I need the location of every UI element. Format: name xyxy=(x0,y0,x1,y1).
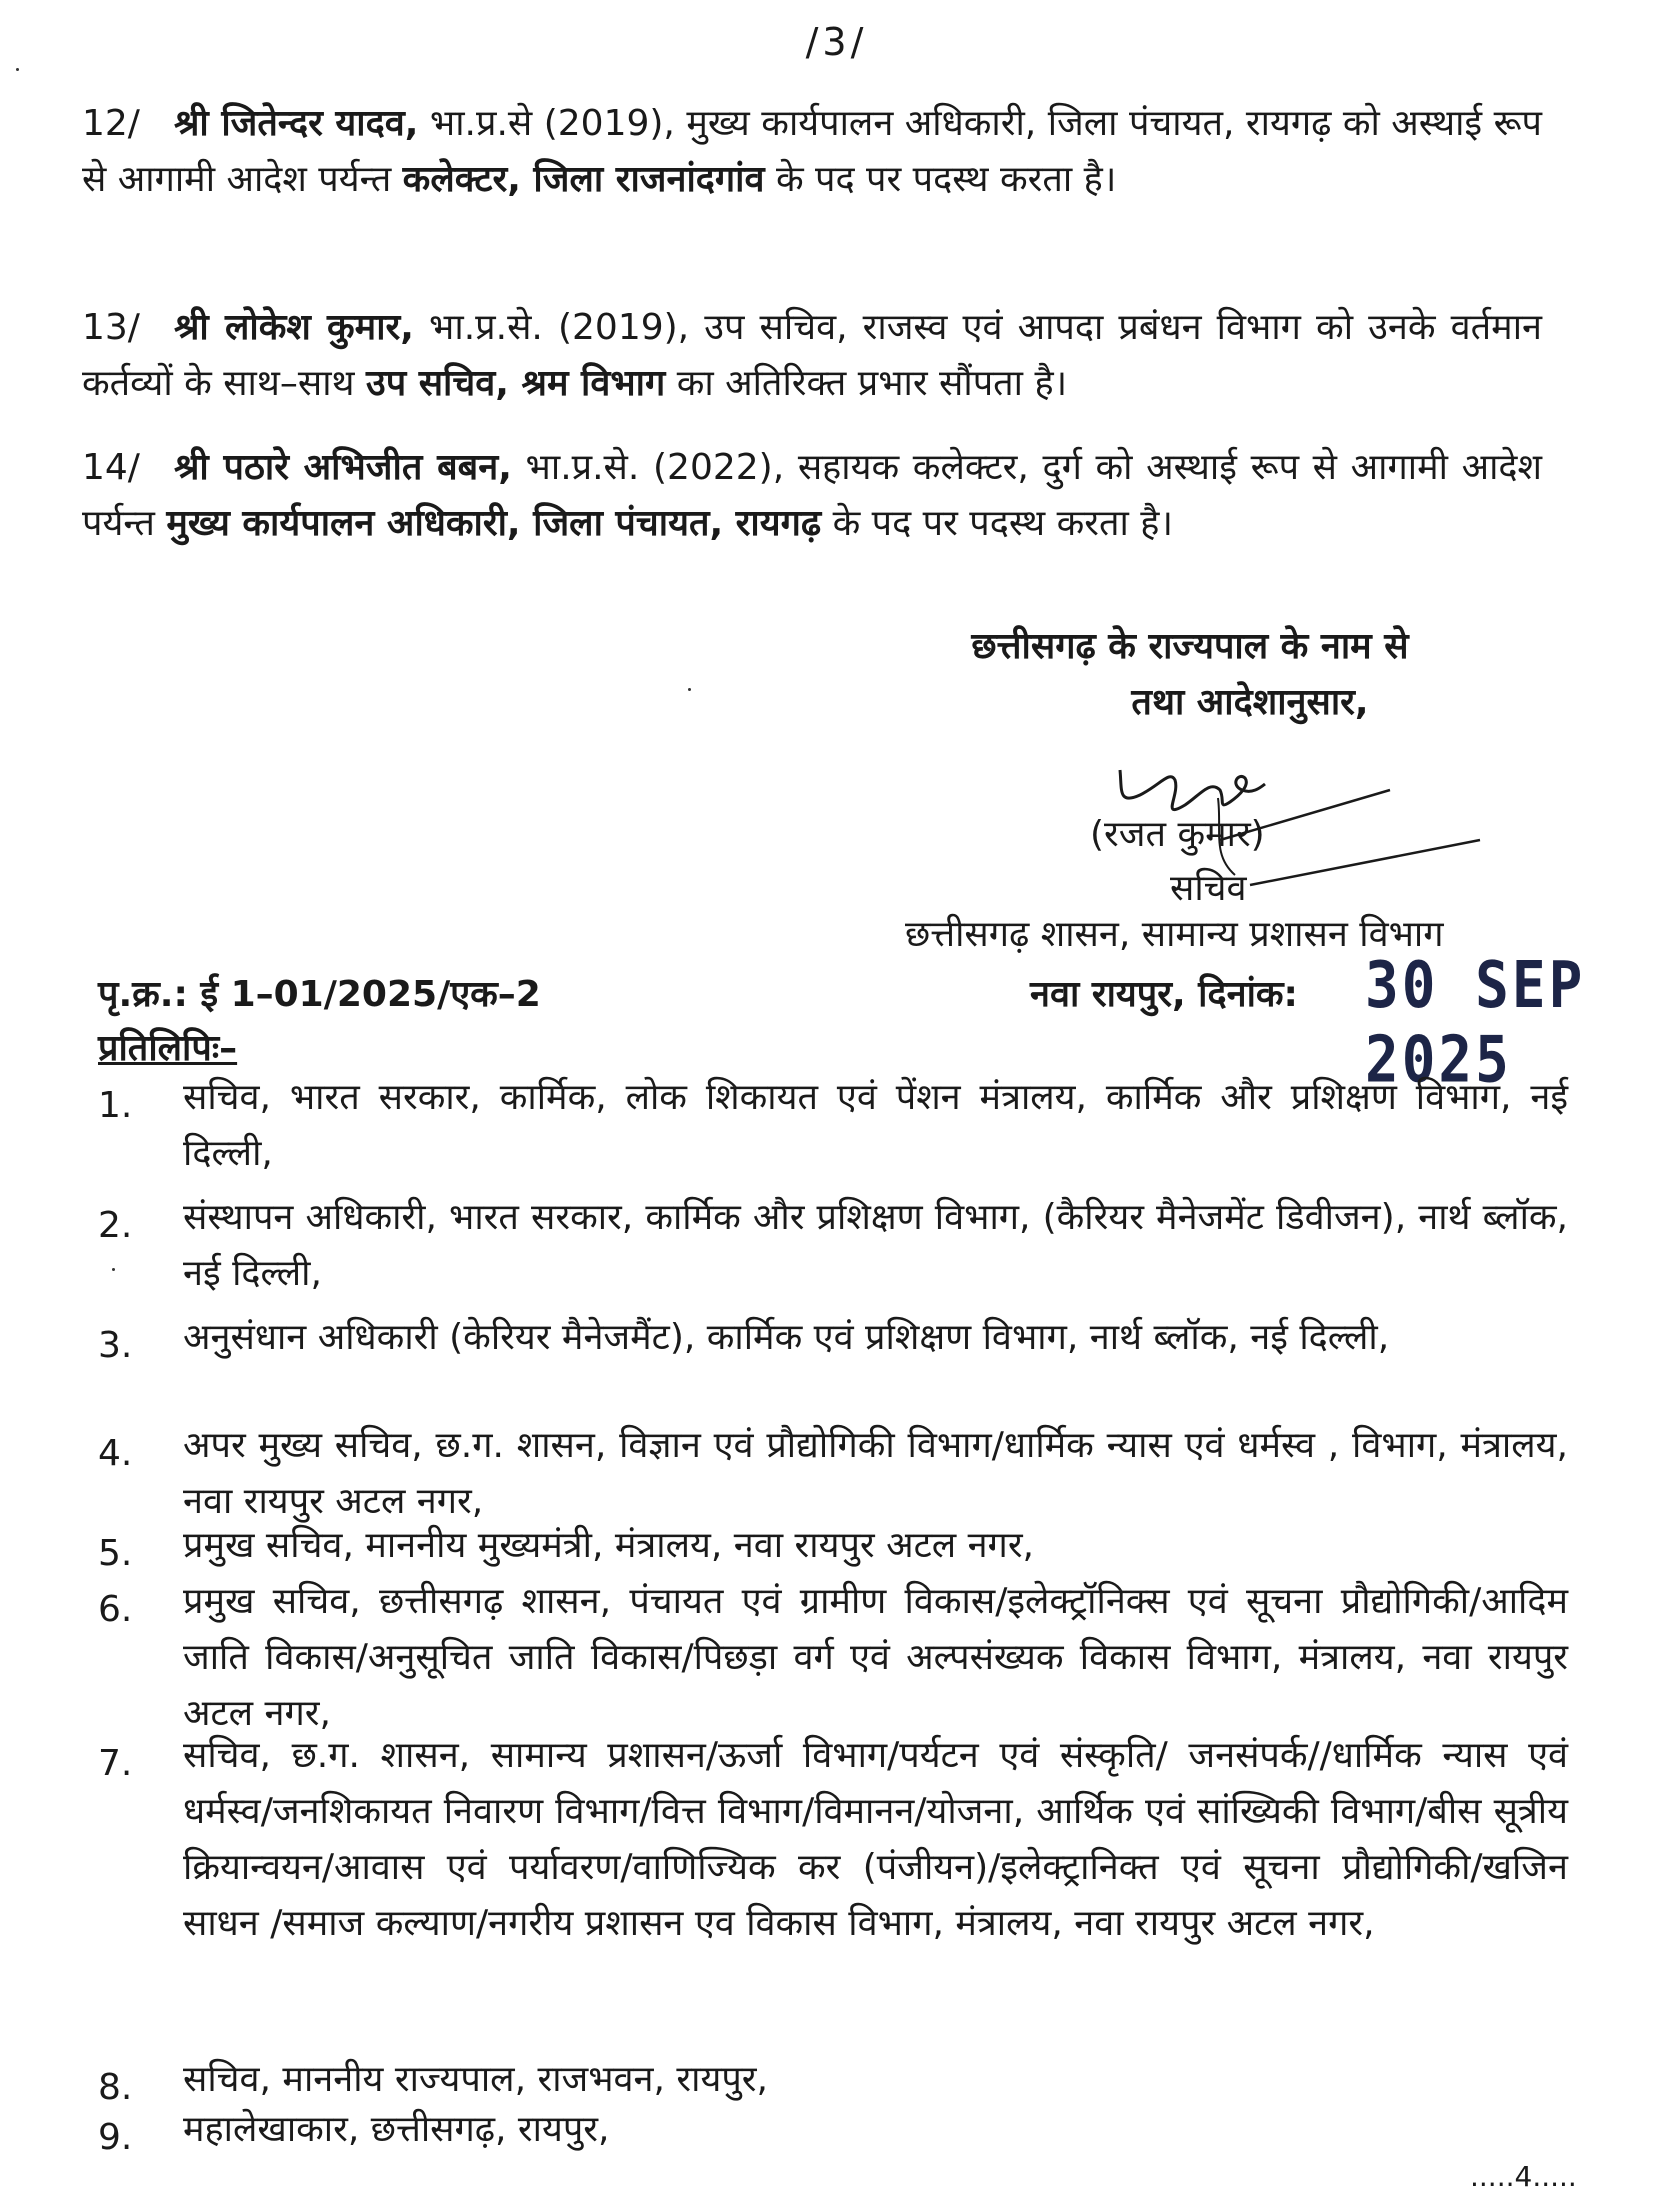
order-paragraph-14 xyxy=(82,440,1542,552)
list-item-text: अपर मुख्य सचिव, छ.ग. शासन, विज्ञान एवं प्रौद्योगिकी विभाग/धार्मिक न्यास एवं धर्मस्व , विभाग, मंत्रालय, नवा रायपुर अटल नगर, xyxy=(183,1425,1568,1522)
list-item-text: सचिव, माननीय राज्यपाल, राजभवन, रायपुर, xyxy=(183,2059,768,2100)
paragraph-text: भा.प्र.से. (2019), उप सचिव, राजस्व एवं आपदा प्रबंधन विभाग को उनके वर्तमान कर्तव्यों के साथ–साथ xyxy=(82,307,1542,404)
copy-heading: प्रतिलिपिः– xyxy=(98,1028,238,1069)
authority-line-1: छत्तीसगढ़ के राज्यपाल के नाम से xyxy=(971,626,1409,667)
officer-name: श्री जितेन्दर यादव, xyxy=(173,103,419,144)
list-item xyxy=(98,1418,1568,1530)
scan-speck xyxy=(112,1268,115,1271)
paragraph-text: का अतिरिक्त प्रभार सौंपता है। xyxy=(665,363,1068,404)
continuation-marker: .....4..... xyxy=(1470,2160,1577,2193)
list-item xyxy=(98,2102,1568,2158)
list-item-text: अनुसंधान अधिकारी (केरियर मैनेजमैंट), कार्मिक एवं प्रशिक्षण विभाग, नार्थ ब्लॉक, नई दिल्ली, xyxy=(183,1317,1390,1358)
list-item-text: प्रमुख सचिव, छत्तीसगढ़ शासन, पंचायत एवं ग्रामीण विकास/इलेक्ट्रॉनिक्स एवं सूचना प्रौद्योगिकी/आदिम जाति विकास/अनुसूचित जाति विकास/पिछड़ा वर्ग एवं अल्पसंख्यक विकास विभाग, मंत्रालय, नवा रायपुर अटल नगर, xyxy=(183,1581,1568,1734)
list-item xyxy=(98,1728,1568,1952)
posting-title: मुख्य कार्यपालन अधिकारी, जिला पंचायत, रायगढ़ xyxy=(166,503,822,544)
list-item-text: सचिव, भारत सरकार, कार्मिक, लोक शिकायत एवं पेंशन मंत्रालय, कार्मिक और प्रशिक्षण विभाग, नई दिल्ली, xyxy=(183,1077,1568,1174)
date-stamp: 30 SEP 2025 xyxy=(1365,948,1586,1098)
paragraph-number: 14/ xyxy=(82,447,140,488)
list-item-number: 6. xyxy=(98,1589,133,1630)
authority-line-2: तथा आदेशानुसार, xyxy=(1131,682,1369,723)
list-item-number: 4. xyxy=(98,1433,133,1474)
place-date-label: नवा रायपुर, दिनांक: xyxy=(1030,974,1298,1015)
list-item-text: महालेखाकार, छत्तीसगढ़, रायपुर, xyxy=(183,2109,610,2150)
officer-name: श्री पठारे अभिजीत बबन, xyxy=(173,447,512,488)
list-item xyxy=(98,2052,1568,2108)
scan-speck xyxy=(16,68,19,71)
signatory-department: छत्तीसगढ़ शासन, सामान्य प्रशासन विभाग xyxy=(905,914,1444,955)
posting-title: कलेक्टर, जिला राजनांदगांव xyxy=(402,159,765,200)
list-item-number: 3. xyxy=(98,1325,133,1366)
paragraph-text: भा.प्र.से (2019), मुख्य कार्यपालन अधिकारी, जिला पंचायत, रायगढ़ को अस्थाई रूप से आगामी आदेश पर्यन्त xyxy=(82,103,1542,200)
page-number: /3/ xyxy=(805,20,868,64)
list-item xyxy=(98,1190,1568,1302)
signatory-designation: सचिव xyxy=(1170,868,1247,909)
list-item-number: 9. xyxy=(98,2117,133,2158)
paragraph-number: 13/ xyxy=(82,307,140,348)
list-item xyxy=(98,1518,1568,1574)
posting-title: उप सचिव, श्रम विभाग xyxy=(366,363,666,404)
order-paragraph-12 xyxy=(82,96,1542,208)
paragraph-text: के पद पर पदस्थ करता है। xyxy=(764,159,1117,200)
list-item-number: 5. xyxy=(98,1533,133,1574)
list-item xyxy=(98,1574,1568,1742)
list-item xyxy=(98,1310,1568,1366)
order-paragraph-13 xyxy=(82,300,1542,412)
paragraph-text: भा.प्र.से. (2022), सहायक कलेक्टर, दुर्ग को अस्थाई रूप से आगामी आदेश पर्यन्त xyxy=(82,447,1542,544)
scan-speck xyxy=(688,688,691,691)
list-item-text: सचिव, छ.ग. शासन, सामान्य प्रशासन/ऊर्जा विभाग/पर्यटन एवं संस्कृति/ जनसंपर्क//धार्मिक न्यास एवं धर्मस्व/जनशिकायत निवारण विभाग/वित्त विभाग/विमानन/योजना, आर्थिक एवं सांख्यिकी विभाग/बीस सूत्रीय क्रियान्वयन/आवास एवं पर्यावरण/वाणिज्यिक कर (पंजीयन)/इलेक्ट्रानिक्त एवं सूचना प्रौद्योगिकी/खजिन साधन /समाज कल्याण/नगरीय प्रशासन एव विकास विभाग, मंत्रालय, नवा रायपुर अटल नगर, xyxy=(183,1735,1568,1944)
list-item xyxy=(98,1070,1568,1182)
officer-name: श्री लोकेश कुमार, xyxy=(173,307,414,348)
list-item-text: संस्थापन अधिकारी, भारत सरकार, कार्मिक और प्रशिक्षण विभाग, (कैरियर मैनेजमेंट डिवीजन), नार्थ ब्लॉक, नई दिल्ली, xyxy=(183,1197,1568,1294)
paragraph-text: के पद पर पदस्थ करता है। xyxy=(821,503,1174,544)
list-item-number: 1. xyxy=(98,1085,133,1126)
paragraph-number: 12/ xyxy=(82,103,140,144)
reference-number: पृ.क्र.: ई 1–01/2025/एक–2 xyxy=(98,974,541,1015)
list-item-number: 8. xyxy=(98,2067,133,2108)
list-item-number: 2. xyxy=(98,1205,133,1246)
list-item-text: प्रमुख सचिव, माननीय मुख्यमंत्री, मंत्रालय, नवा रायपुर अटल नगर, xyxy=(183,1525,1034,1566)
list-item-number: 7. xyxy=(98,1743,133,1784)
signatory-name: (रजत कुमार) xyxy=(1090,814,1265,855)
